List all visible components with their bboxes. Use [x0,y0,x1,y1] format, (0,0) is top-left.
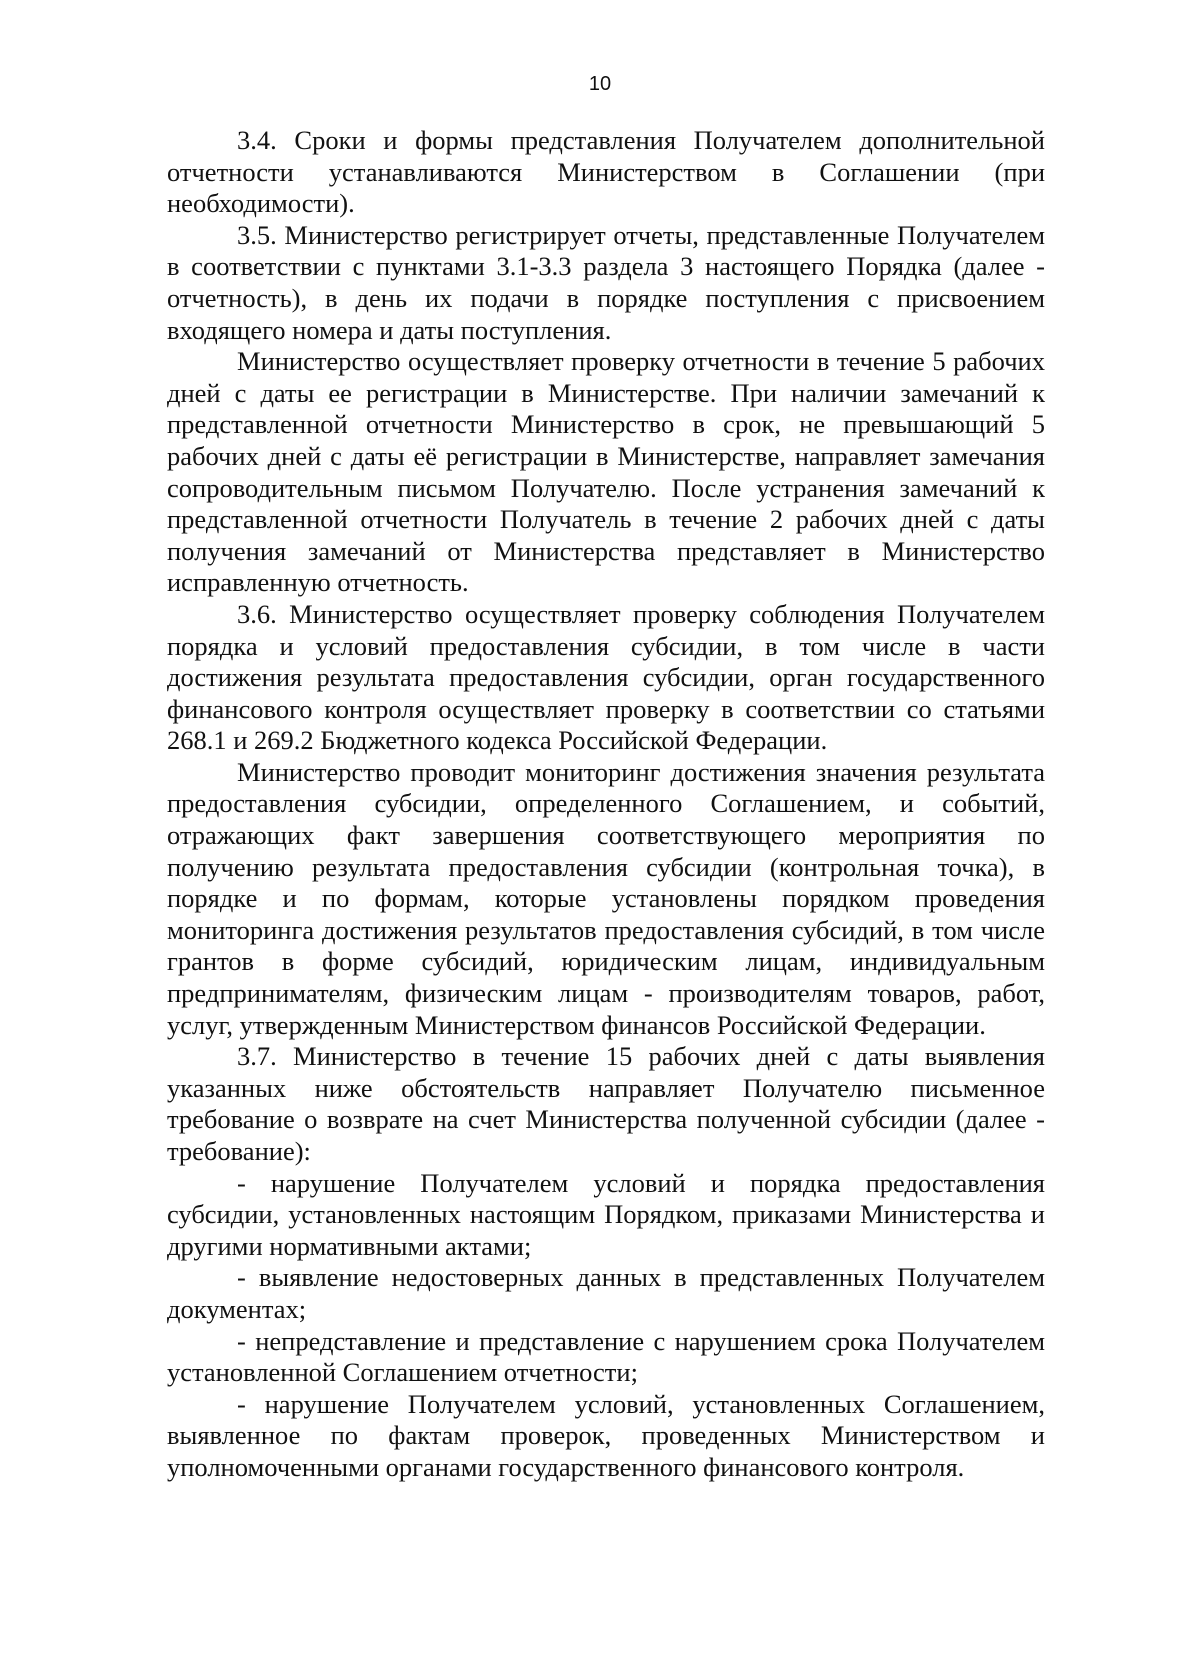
list-item-false-data: - выявление недостоверных данных в представленных Получателем документах; [167,1262,1045,1324]
document-body [167,125,1045,1484]
paragraph-3-5: 3.5. Министерство регистрирует отчеты, представленные Получателем в соответствии с пунктами 3.1-3.3 раздела 3 настоящего Порядка (далее - отчетность), в день их подачи в порядке поступления с присвоением входящего номера и даты поступления. [167,219,1045,345]
list-item-audit-violation: - нарушение Получателем условий, установленных Соглашением, выявленное по фактам проверок, проведенных Министерством и уполномоченными органами государственного финансового контроля. [167,1388,1045,1482]
paragraph-monitoring: Министерство проводит мониторинг достижения значения результата предоставления субсидии, определенного Соглашением, и событий, отражающих факт завершения соответствующего мероприятия по получению результата предоставления субсидии (контрольная точка), в порядке и по формам, которые установлены порядком проведения мониторинга достижения результатов предоставления субсидий, в том числе грантов в форме субсидий, юридическим лицам, индивидуальным предпринимателям, физическим лицам - производителям товаров, работ, услуг, утвержденным Министерством финансов Российской Федерации. [167,756,1045,1040]
list-item-violation: - нарушение Получателем условий и порядка предоставления субсидии, установленных настоящим Порядком, приказами Министерства и другими нормативными актами; [167,1167,1045,1261]
paragraph-3-4: 3.4. Сроки и формы представления Получателем дополнительной отчетности устанавливаются Министерством в Соглашении (при необходимости). [167,125,1045,219]
list-item-no-report: - непредставление и представление с нарушением срока Получателем установленной Соглашением отчетности; [167,1325,1045,1388]
paragraph-3-6: 3.6. Министерство осуществляет проверку соблюдения Получателем порядка и условий предоставления субсидии, в том числе в части достижения результата предоставления субсидии, орган государственного финансового контроля осуществляет проверку в соответствии со статьями 268.1 и 269.2 Бюджетного кодекса Российской Федерации. [167,598,1045,756]
paragraph-report-check: Министерство осуществляет проверку отчетности в течение 5 рабочих дней с даты ее регистрации в Министерстве. При наличии замечаний к представленной отчетности Министерство в срок, не превышающий 5 рабочих дней с даты её регистрации в Министерстве, направляет замечания сопроводительным письмом Получателю. После устранения замечаний к представленной отчетности Получатель в течение 2 рабочих дней с даты получения замечаний от Министерства представляет в Министерство исправленную отчетность. [167,346,1045,598]
paragraph-3-7: 3.7. Министерство в течение 15 рабочих дней с даты выявления указанных ниже обстоятельств направляет Получателю письменное требование о возврате на счет Министерства полученной субсидии (далее - требование): [167,1041,1045,1166]
page-number: 10 [588,73,612,95]
